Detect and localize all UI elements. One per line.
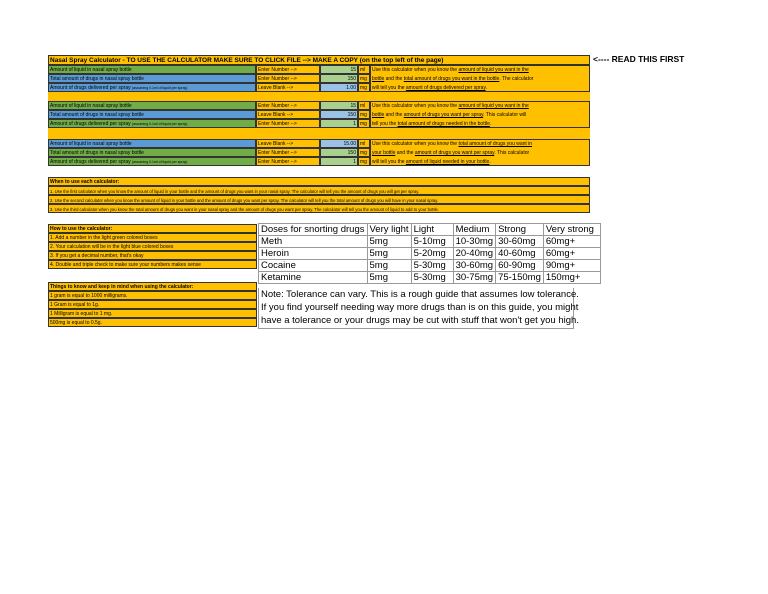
- doses-header-row: [259, 224, 601, 236]
- dose-cell: 90mg+: [543, 260, 600, 272]
- dose-cell: 60-90mg: [496, 260, 544, 272]
- drug-name-cell: Cocaine: [259, 260, 368, 272]
- when-to-use-item: 2. Use the second calculator when you know the amount of liquid in your bottle and the amount of drugs you want per spray. The calculator will tell you the total amount of drugs you will have in your nasal spray.: [48, 195, 590, 204]
- dose-cell: 5-10mg: [411, 236, 453, 248]
- how-to-use-heading: How to use the calculator:: [48, 224, 257, 233]
- dose-cell: 5-30mg: [411, 260, 453, 272]
- doses-header-cell: Very strong: [543, 224, 600, 236]
- things-to-know-item: 1 gram is equal to 1000 milligrams.: [48, 291, 257, 300]
- calc3-liquid-result: 15.00: [320, 139, 358, 148]
- calc3-total-input[interactable]: 150: [320, 148, 358, 157]
- dose-cell: 5mg: [367, 248, 411, 260]
- dose-cell: 5mg: [367, 272, 411, 284]
- calc1-per-spray-result: 1.00: [320, 83, 358, 92]
- dose-cell: 75-150mg: [496, 272, 544, 284]
- calc1-input-hint-per-spray: Leave Blank -->: [256, 83, 320, 92]
- tolerance-note: [258, 288, 579, 329]
- how-to-use-item: 4. Double and triple check to make sure your numbers makes sense: [48, 260, 257, 269]
- doses-header-cell: Medium: [453, 224, 496, 236]
- calc2-total-result: 150: [320, 110, 358, 119]
- doses-header-cell: Very light: [367, 224, 411, 236]
- how-to-use-item: 1. Add a number in the light green colored boxes: [48, 233, 257, 242]
- table-row: [259, 260, 601, 272]
- calc1-label-total: Total amount of drugs in nasal spray bottle: [48, 74, 256, 83]
- spacer-bar-2: [48, 128, 590, 139]
- drug-name-cell: Heroin: [259, 248, 368, 260]
- when-to-use-item: 1. Use the first calculator when you know the amount of liquid in your bottle and the amount of drugs you want in your nasal spray. The calculator will tell you the amount of drugs you will get per spray.: [48, 186, 590, 195]
- calc2-label-total: Total amount of drugs in nasal spray bottle: [48, 110, 256, 119]
- calc2-input-hint-liquid: Enter Number -->: [256, 101, 320, 110]
- table-row: [259, 272, 601, 284]
- doses-header-cell: Light: [411, 224, 453, 236]
- doses-header-cell: Strong: [496, 224, 544, 236]
- calc1-label-per-spray: Amount of drugs delivered per spray (assuming 0.1ml of liquid per spray): [48, 83, 256, 92]
- drug-name-cell: Ketamine: [259, 272, 368, 284]
- calc1-description: Use this calculator when you know the amount of liquid you want in the bottle and the total amount of drugs you want in the bottle. The calculator will tell you the amount of drugs delivered per spray.: [370, 65, 590, 92]
- calc1-unit-per-spray: mg: [358, 83, 370, 92]
- calc2-description: Use this calculator when you know the amount of liquid you want in the bottle and the amount of drugs you want per spray. This calculator will tell you the total amount of drugs needed in the bottle.: [370, 101, 590, 128]
- calc1-total-input[interactable]: 150: [320, 74, 358, 83]
- calc3-unit-per-spray: mg: [358, 157, 370, 166]
- calc2-liquid-input[interactable]: 15: [320, 101, 358, 110]
- drug-name-cell: Meth: [259, 236, 368, 248]
- table-row: [259, 248, 601, 260]
- calc3-description: Use this calculator when you know the total amount of drugs you want in your bottle and the amount of drugs you want per spray. This calculator will tell you the amount of liquid needed in your bottle.: [370, 139, 590, 166]
- sheet-title: Nasal Spray Calculator - TO USE THE CALCULATOR MAKE SURE TO CLICK FILE --> MAKE A COPY (on the top left of the page): [48, 55, 590, 65]
- calc1-input-hint-liquid: Enter Number -->: [256, 65, 320, 74]
- dose-cell: 20-40mg: [453, 248, 496, 260]
- calc2-per-spray-input[interactable]: 1: [320, 119, 358, 128]
- calc3-unit-total: mg: [358, 148, 370, 157]
- calc2-label-liquid: Amount of liquid in nasal spray bottle: [48, 101, 256, 110]
- calc3-label-liquid: Amount of liquid in nasal spray bottle: [48, 139, 256, 148]
- dose-cell: 5-20mg: [411, 248, 453, 260]
- calc3-per-spray-input[interactable]: 1: [320, 157, 358, 166]
- calc1-label-liquid: Amount of liquid in nasal spray bottle: [48, 65, 256, 74]
- things-to-know-item: 1 Milligram is equal to 1 mg.: [48, 309, 257, 318]
- spacer-bar-1: [48, 92, 590, 101]
- dose-cell: 5mg: [367, 236, 411, 248]
- things-to-know-item: 1 Gram is equal to 1g.: [48, 300, 257, 309]
- calc3-label-total: Total amount of drugs in nasal spray bottle: [48, 148, 256, 157]
- when-to-use-item: 3. Use the third calculator when you know the total amount of drugs you want in your nasal spray and the amount of drugs you want per spray. The calculator will tell you the amount of liquid to add to your bottle.: [48, 204, 590, 213]
- when-to-use-heading: When to use each calculator:: [48, 177, 590, 186]
- calc2-unit-total: mg: [358, 110, 370, 119]
- doses-header-cell: Doses for snorting drugs: [259, 224, 368, 236]
- calc2-unit-liquid: ml: [358, 101, 370, 110]
- calc1-input-hint-total: Enter Number -->: [256, 74, 320, 83]
- dose-cell: 60mg+: [543, 248, 600, 260]
- calc3-unit-liquid: ml: [358, 139, 370, 148]
- calc2-label-per-spray: Amount of drugs delivered per spray (assuming 0.1ml of liquid per spray): [48, 119, 256, 128]
- dose-cell: 40-60mg: [496, 248, 544, 260]
- dose-cell: 5-30mg: [411, 272, 453, 284]
- calc2-unit-per-spray: mg: [358, 119, 370, 128]
- how-to-use-item: 2. Your calculation will be in the light blue colored boxes: [48, 242, 257, 251]
- dose-cell: 150mg+: [543, 272, 600, 284]
- tolerance-note-line: have a tolerance or your drugs may be cut with stuff that won't get you high.: [261, 315, 579, 326]
- dose-cell: 10-30mg: [453, 236, 496, 248]
- dose-cell: 30-60mg: [496, 236, 544, 248]
- table-row: [259, 236, 601, 248]
- calc3-input-hint-per-spray: Enter Number -->: [256, 157, 320, 166]
- calc3-input-hint-total: Enter Number -->: [256, 148, 320, 157]
- doses-table: [258, 223, 601, 284]
- calc1-unit-liquid: ml: [358, 65, 370, 74]
- dose-cell: 5mg: [367, 260, 411, 272]
- things-to-know-item: 500mg is equal to 0.5g.: [48, 318, 257, 327]
- calc1-unit-total: mg: [358, 74, 370, 83]
- calc1-liquid-input[interactable]: 15: [320, 65, 358, 74]
- dose-cell: 30-60mg: [453, 260, 496, 272]
- read-first-note: <---- READ THIS FIRST: [593, 54, 685, 64]
- calc3-input-hint-liquid: Leave Blank -->: [256, 139, 320, 148]
- things-to-know-heading: Things to know and keep in mind when using the calculator:: [48, 282, 257, 291]
- tolerance-note-line: Note: Tolerance can vary. This is a rough guide that assumes low tolerance.: [261, 289, 579, 300]
- calc2-input-hint-per-spray: Enter Number -->: [256, 119, 320, 128]
- dose-cell: 30-75mg: [453, 272, 496, 284]
- calc2-input-hint-total: Leave Blank -->: [256, 110, 320, 119]
- how-to-use-item: 3. If you get a decimal number, that's okay: [48, 251, 257, 260]
- tolerance-note-line: If you find yourself needing way more drugs than is on this guide, you might: [261, 302, 579, 313]
- calc3-label-per-spray: Amount of drugs delivered per spray (assuming 0.1ml of liquid per spray): [48, 157, 256, 166]
- dose-cell: 60mg+: [543, 236, 600, 248]
